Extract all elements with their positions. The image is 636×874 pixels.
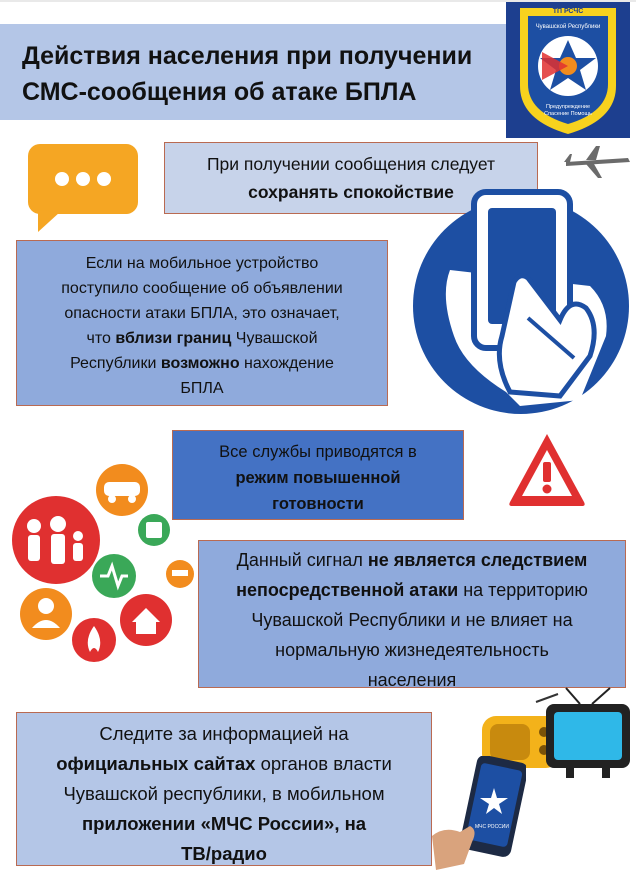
- notification-line-4: [29, 326, 375, 351]
- rschs-emblem: [506, 2, 630, 138]
- emblem-bottom-text-1: Предупреждение: [545, 104, 591, 110]
- notification-line-3: опасности атаки БПЛА, это означает,: [64, 305, 340, 322]
- notification-line-4-bold: вблизи границ: [115, 330, 232, 347]
- emblem-shield-icon: [506, 2, 630, 138]
- title-line-1: Действия населения при получении: [22, 42, 473, 70]
- signal-line-3: Чувашской Республики и не влияет на: [251, 610, 573, 630]
- follow-line-5: ТВ/радио: [181, 843, 267, 864]
- keep-calm-line-2: сохранять спокойствие: [248, 182, 454, 202]
- notification-line-5-pre: Республики: [70, 355, 161, 372]
- signal-line-4: нормальную жизнедеятельность: [275, 640, 549, 660]
- tv-icon: [542, 686, 634, 786]
- emblem-top-text: ТП РСЧС: [552, 8, 584, 15]
- notification-meaning-box: [16, 240, 388, 406]
- no-direct-attack-box: [198, 540, 626, 688]
- follow-line-2-post: органов власти: [255, 753, 392, 774]
- signal-line-2-post: на территорию: [458, 580, 588, 600]
- signal-line-2-bold: непосредственной атаки: [236, 580, 459, 600]
- notification-line-5: [29, 351, 375, 376]
- follow-info-box: [16, 712, 432, 866]
- follow-line-2-bold: официальных сайтах: [56, 753, 256, 774]
- signal-line-1-pre: Данный сигнал: [236, 550, 368, 570]
- readiness-line-3: готовности: [272, 495, 364, 513]
- follow-line-4: приложении «МЧС России», на: [81, 813, 367, 834]
- readiness-box: [172, 430, 464, 520]
- follow-line-3: Чувашской республики, в мобильном: [63, 783, 385, 804]
- signal-line-5: населения: [367, 670, 457, 690]
- page-title: [22, 38, 502, 110]
- follow-line-2: [17, 749, 431, 779]
- chat-bubble-icon: [24, 142, 142, 234]
- phone-screen-text: МЧС РОССИИ: [475, 824, 509, 830]
- signal-line-1-bold: не является следствием: [367, 550, 588, 570]
- hand-phone-icon: [410, 186, 632, 416]
- readiness-line-2: режим повышенной: [235, 469, 401, 487]
- readiness-line-1: Все службы приводятся в: [219, 443, 417, 461]
- notification-line-4-pre: что: [86, 330, 116, 347]
- warning-triangle-icon: [506, 430, 588, 510]
- signal-line-2: [199, 575, 625, 605]
- notification-line-1: Если на мобильное устройство: [85, 255, 319, 272]
- emblem-mid-text: Чувашской Республики: [535, 24, 601, 30]
- notification-line-2: поступило сообщение об объявлении: [61, 280, 343, 297]
- notification-line-5-bold: возможно: [160, 355, 240, 372]
- signal-line-1: [199, 545, 625, 575]
- notification-line-4-post: Чувашской: [231, 330, 318, 347]
- emblem-bottom-text-2: Спасение Помощь: [544, 111, 592, 117]
- community-services-icon: [4, 464, 200, 664]
- drone-icon: [562, 142, 632, 182]
- notification-line-5-post: нахождение: [239, 355, 334, 372]
- title-line-2: СМС-сообщения об атаке БПЛА: [22, 78, 417, 106]
- notification-line-6: БПЛА: [180, 380, 224, 397]
- smartphone-app-icon: [430, 756, 526, 872]
- follow-line-1: Следите за информацией на: [99, 723, 349, 744]
- keep-calm-line-1: При получении сообщения следует: [206, 154, 496, 174]
